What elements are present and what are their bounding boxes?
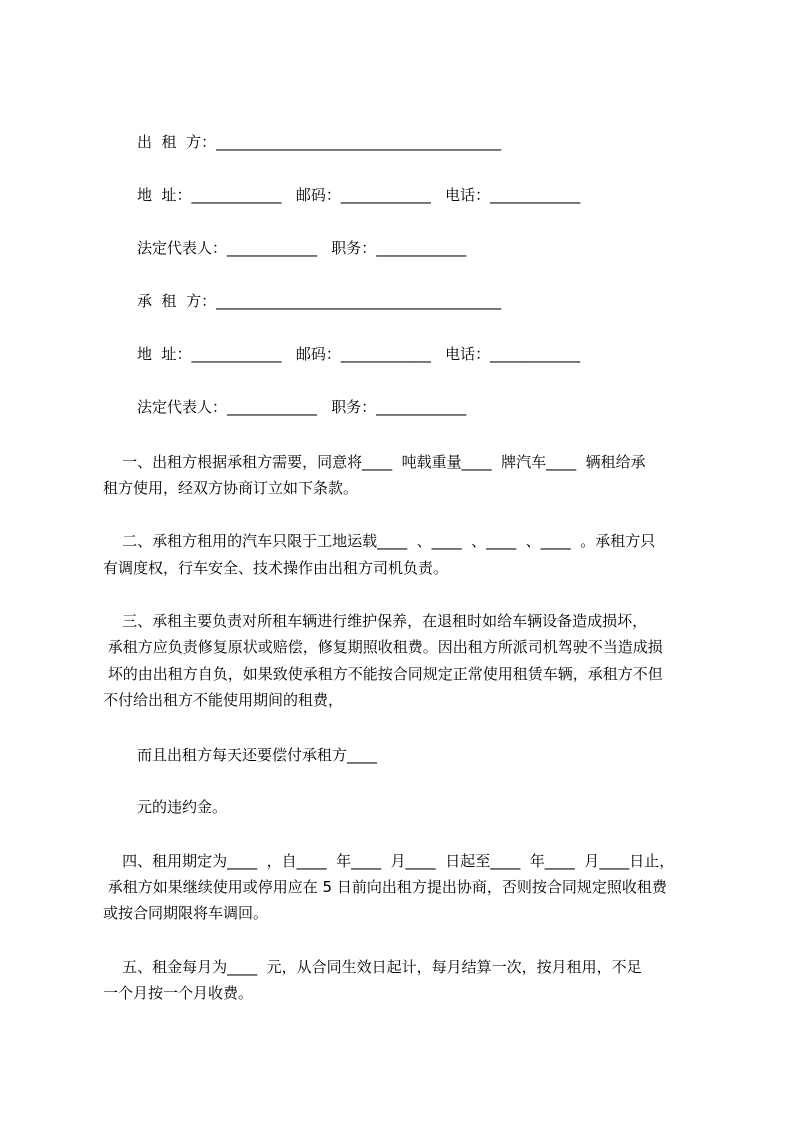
lessee-legal-rep-line: 法定代表人：____________ 职务：____________	[137, 398, 467, 416]
clause-2-line: 二、承租方租用的汽车只限于工地运载____ 、____ 、____ 、____ 。承租方只	[103, 532, 656, 550]
lessor-name-line: 出 租 方：______________________________________	[137, 133, 502, 151]
clause-3-line: 不付给出租方不能使用期间的租费，	[103, 691, 344, 709]
clause-4-line: 或按合同期限将车调回。	[103, 904, 269, 922]
clause-3-penalty: 元的违约金。	[137, 798, 228, 816]
clause-3-continuation: 而且出租方每天还要偿付承租方____	[137, 746, 378, 764]
clause-3-line: 三、承租主要负责对所租车辆进行维护保养，在退租时如给车辆设备造成损坏，	[103, 612, 648, 630]
lessee-address-line: 地 址：____________ 邮码：____________ 电话：____________	[137, 345, 581, 363]
clause-5-line: 一个月按一个月收费。	[103, 984, 254, 1002]
clause-4-line: 承租方如果继续使用或停用应在 5 日前向出租方提出协商，否则按合同规定照收租费	[103, 878, 667, 896]
clause-2-line: 有调度权，行车安全、技术操作由出租方司机负责。	[103, 559, 449, 577]
clause-3-line: 承租方应负责修复原状或赔偿，修复期照收租费。因出租方所派司机驾驶不当造成损	[103, 638, 663, 656]
lessor-legal-rep-line: 法定代表人：____________ 职务：____________	[137, 239, 467, 257]
clause-5-line: 五、租金每月为____ 元，从合同生效日起计，每月结算一次，按月租用，不足	[103, 958, 642, 976]
clause-1-line: 租方使用，经双方协商订立如下条款。	[103, 479, 359, 497]
clause-4-line: 四、租用期定为____ ，自____ 年____ 月____ 日起至____ 年____ 月____日止，	[103, 852, 675, 870]
clause-3-line: 坏的由出租方自负，如果致使承租方不能按合同规定正常使用租赁车辆，承租方不但	[103, 665, 663, 683]
lessor-address-line: 地 址：____________ 邮码：____________ 电话：____________	[137, 186, 581, 204]
lessee-name-line: 承 租 方：______________________________________	[137, 292, 502, 310]
clause-1-line: 一、出租方根据承租方需要，同意将____ 吨载重量____ 牌汽车____ 辆租给承	[103, 453, 646, 471]
